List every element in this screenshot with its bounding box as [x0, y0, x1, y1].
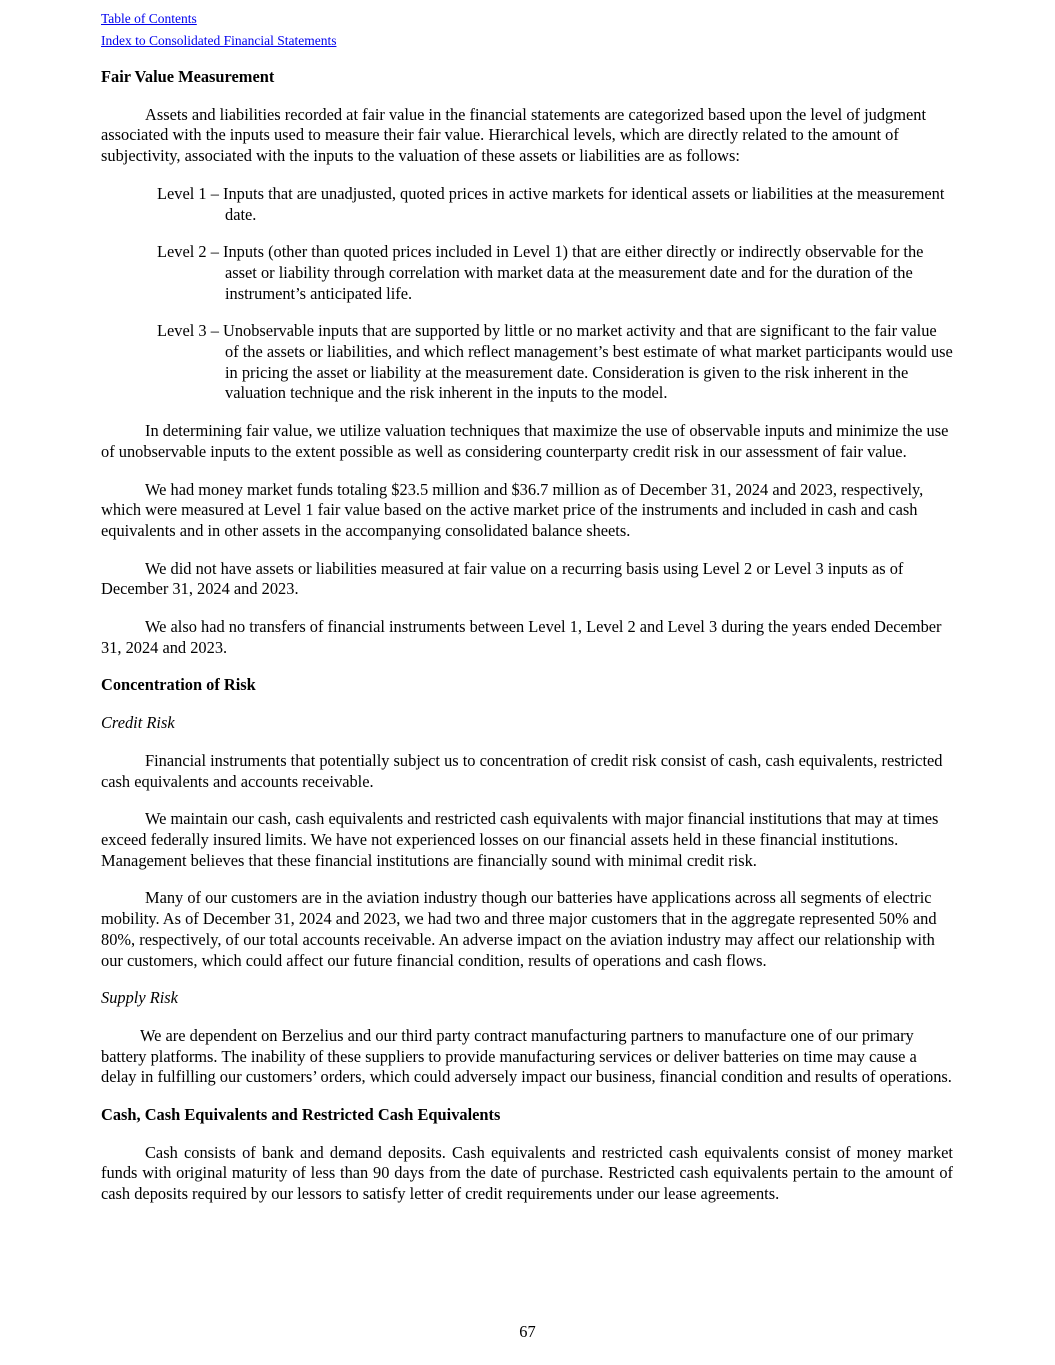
- document-page: [101, 8, 953, 1205]
- credit-risk-paragraph-2: We maintain our cash, cash equivalents and restricted cash equivalents with major financial institutions that may at times exceed federally insured limits. We have not experienced losses on our financial assets held in these financial institutions. Management believes that these financial institutions are financially sound with minimal credit risk.: [101, 809, 939, 870]
- supply-risk-subheading: Supply Risk: [101, 988, 178, 1008]
- credit-risk-subheading: Credit Risk: [101, 713, 175, 733]
- level-3-definition: Level 3 – Unobservable inputs that are supported by little or no market activity and that are significant to the fair value of the assets or liabilities, and which reflect management’s best estimate of what market participants would use in pricing the asset or liability at the measurement date. Consideration is given to the risk inherent in the valuation technique and the risk inherent in the inputs to the model.: [157, 321, 953, 403]
- fair-value-heading: Fair Value Measurement: [101, 67, 275, 86]
- credit-risk-paragraph-3: Many of our customers are in the aviation industry though our batteries have applications across all segments of electric mobility. As of December 31, 2024 and 2023, we had two and three major customers that in the aggregate represented 50% and 80%, respectively, of our total accounts receivable. An adverse impact on the aviation industry may affect our relationship with our customers, which could affect our future financial condition, results of operations and cash flows.: [101, 888, 937, 970]
- table-of-contents-link[interactable]: Table of Contents: [101, 11, 197, 26]
- page-number: 67: [519, 1322, 536, 1341]
- supply-risk-paragraph: We are dependent on Berzelius and our third party contract manufacturing partners to manufacture one of our primary battery platforms. The inability of these suppliers to provide manufacturing services or deliver batteries on time may cause a delay in fulfilling our customers’ orders, which could adversely impact our business, financial condition and results of operations.: [101, 1025, 952, 1087]
- no-level-2-3-paragraph: We did not have assets or liabilities measured at fair value on a recurring basis using Level 2 or Level 3 inputs as of December 31, 2024 and 2023.: [101, 558, 904, 599]
- fair-value-intro: Assets and liabilities recorded at fair value in the financial statements are categorized based upon the level of judgment associated with the inputs used to measure their fair value. Hierarchical levels, which are directly related to the amount of subjectivity, associated with the inputs to the valuation of these assets or liabilities are as follows:: [101, 104, 926, 166]
- no-transfers-paragraph: We also had no transfers of financial instruments between Level 1, Level 2 and Level 3 during the years ended December 31, 2024 and 2023.: [101, 617, 942, 657]
- level-1-definition: Level 1 – Inputs that are unadjusted, quoted prices in active markets for identical assets or liabilities at the measurement date.: [157, 183, 945, 224]
- credit-risk-paragraph-1: Financial instruments that potentially subject us to concentration of credit risk consist of cash, cash equivalents, restricted cash equivalents and accounts receivable.: [101, 750, 943, 791]
- money-market-paragraph: We had money market funds totaling $23.5 million and $36.7 million as of December 31, 2024 and 2023, respectively, which were measured at Level 1 fair value based on the active market price of the instruments and included in cash and cash equivalents and in other assets in the accompanying consolidated balance sheets.: [101, 479, 924, 540]
- valuation-techniques-paragraph: In determining fair value, we utilize valuation techniques that maximize the use of observable inputs and minimize the use of unobservable inputs to the extent possible as well as considering counterparty credit risk in our assessment of fair value.: [101, 421, 949, 461]
- concentration-of-risk-heading: Concentration of Risk: [101, 675, 256, 695]
- financial-statements-index-link[interactable]: Index to Consolidated Financial Statements: [101, 32, 337, 48]
- cash-equivalents-heading: Cash, Cash Equivalents and Restricted Cash Equivalents: [101, 1105, 501, 1125]
- cash-equivalents-paragraph: Cash consists of bank and demand deposits. Cash equivalents and restricted cash equivalents consist of money market funds with original maturity of less than 90 days from the date of purchase. Restricted cash equivalents pertain to the amount of cash deposits required by our lessors to satisfy letter of credit requirements under our lease agreements.: [101, 1142, 953, 1204]
- level-2-definition: Level 2 – Inputs (other than quoted prices included in Level 1) that are either directly or indirectly observable for the asset or liability through correlation with market data at the measurement date and for the duration of the instrument’s anticipated life.: [157, 242, 924, 303]
